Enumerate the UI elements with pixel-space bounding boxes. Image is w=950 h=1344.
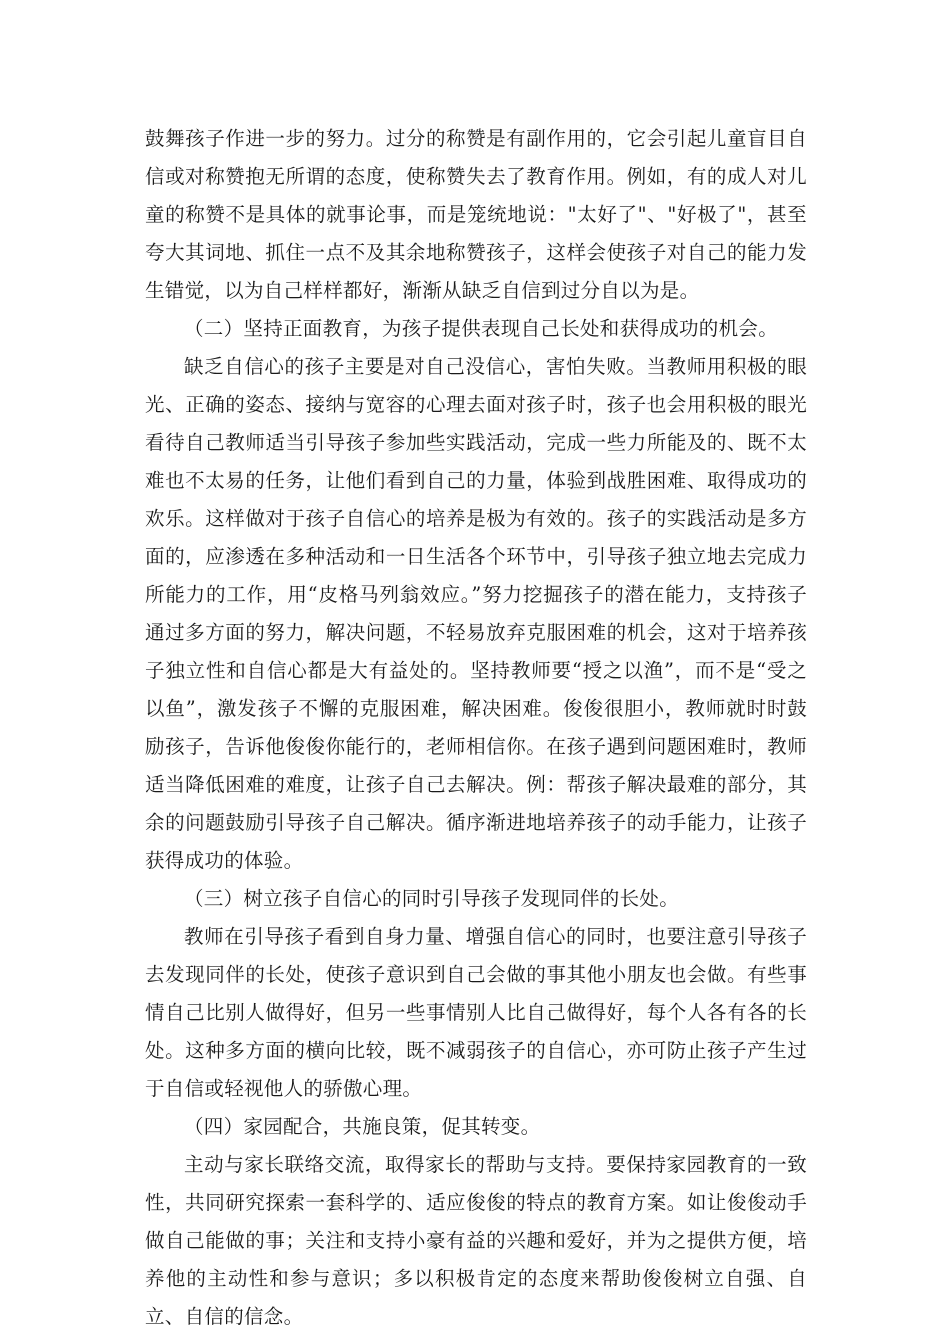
document-body: [145, 120, 807, 1336]
paragraph-peer-strengths: 教师在引导孩子看到自身力量、增强自信心的同时，也要注意引导孩子去发现同伴的长处，使孩子意识到自己会做的事其他小朋友也会做。有些事情自己比别人做得好，但另一些事情别人比自己做得好，每个人各有各的长处。这种多方面的横向比较，既不减弱孩子的自信心，亦可防止孩子产生过于自信或轻视他人的骄傲心理。: [145, 925, 807, 1100]
paragraph-praise-side-effects: 鼓舞孩子作进一步的努力。过分的称赞是有副作用的，它会引起儿童盲目自信或对称赞抱无所谓的态度，使称赞失去了教育作用。例如，有的成人对儿童的称赞不是具体的就事论事，而是笼统地说："太好了"、"好极了"，甚至夸大其词地、抓住一点不及其余地称赞孩子，这样会使孩子对自己的能力发生错觉，以为自己样样都好，渐渐从缺乏自信到过分自以为是。: [145, 127, 807, 302]
section-heading-2: （二）坚持正面教育，为孩子提供表现自己长处和获得成功的机会。: [184, 317, 779, 340]
section-heading-4: （四）家园配合，共施良策，促其转变。: [184, 1115, 541, 1138]
paragraph-positive-education: 缺乏自信心的孩子主要是对自己没信心，害怕失败。当教师用积极的眼光、正确的姿态、接纳与宽容的心理去面对孩子时，孩子也会用积极的眼光看待自己教师适当引导孩子参加些实践活动，完成一些力所能及的、既不太难也不太易的任务，让他们看到自己的力量，体验到战胜困难、取得成功的欢乐。这样做对于孩子自信心的培养是极为有效的。孩子的实践活动是多方面的，应渗透在多种活动和一日生活各个环节中，引导孩子独立地去完成力所能力的工作，用“皮格马列翁效应。”努力挖掘孩子的潜在能力，支持孩子通过多方面的努力，解决问题，不轻易放弃克服困难的机会，这对于培养孩子独立性和自信心都是大有益处的。坚持教师要“授之以渔”，而不是“受之以鱼”，激发孩子不懈的克服困难，解决困难。俊俊很胆小，教师就时时鼓励孩子，告诉他俊俊你能行的，老师相信你。在孩子遇到问题困难时，教师适当降低困难的难度，让孩子自己去解决。例：帮孩子解决最难的部分，其余的问题鼓励引导孩子自己解决。循序渐进地培养孩子的动手能力，让孩子获得成功的体验。: [145, 355, 807, 872]
paragraph-home-school-cooperation: 主动与家长联络交流，取得家长的帮助与支持。要保持家园教育的一致性，共同研究探索一套科学的、适应俊俊的特点的教育方案。如让俊俊动手做自己能做的事；关注和支持小豪有益的兴趣和爱好，并为之提供方便，培养他的主动性和参与意识；多以积极肯定的态度来帮助俊俊树立自强、自立、自信的信念。: [145, 1153, 807, 1328]
section-heading-3: （三）树立孩子自信心的同时引导孩子发现同伴的长处。: [184, 887, 680, 910]
